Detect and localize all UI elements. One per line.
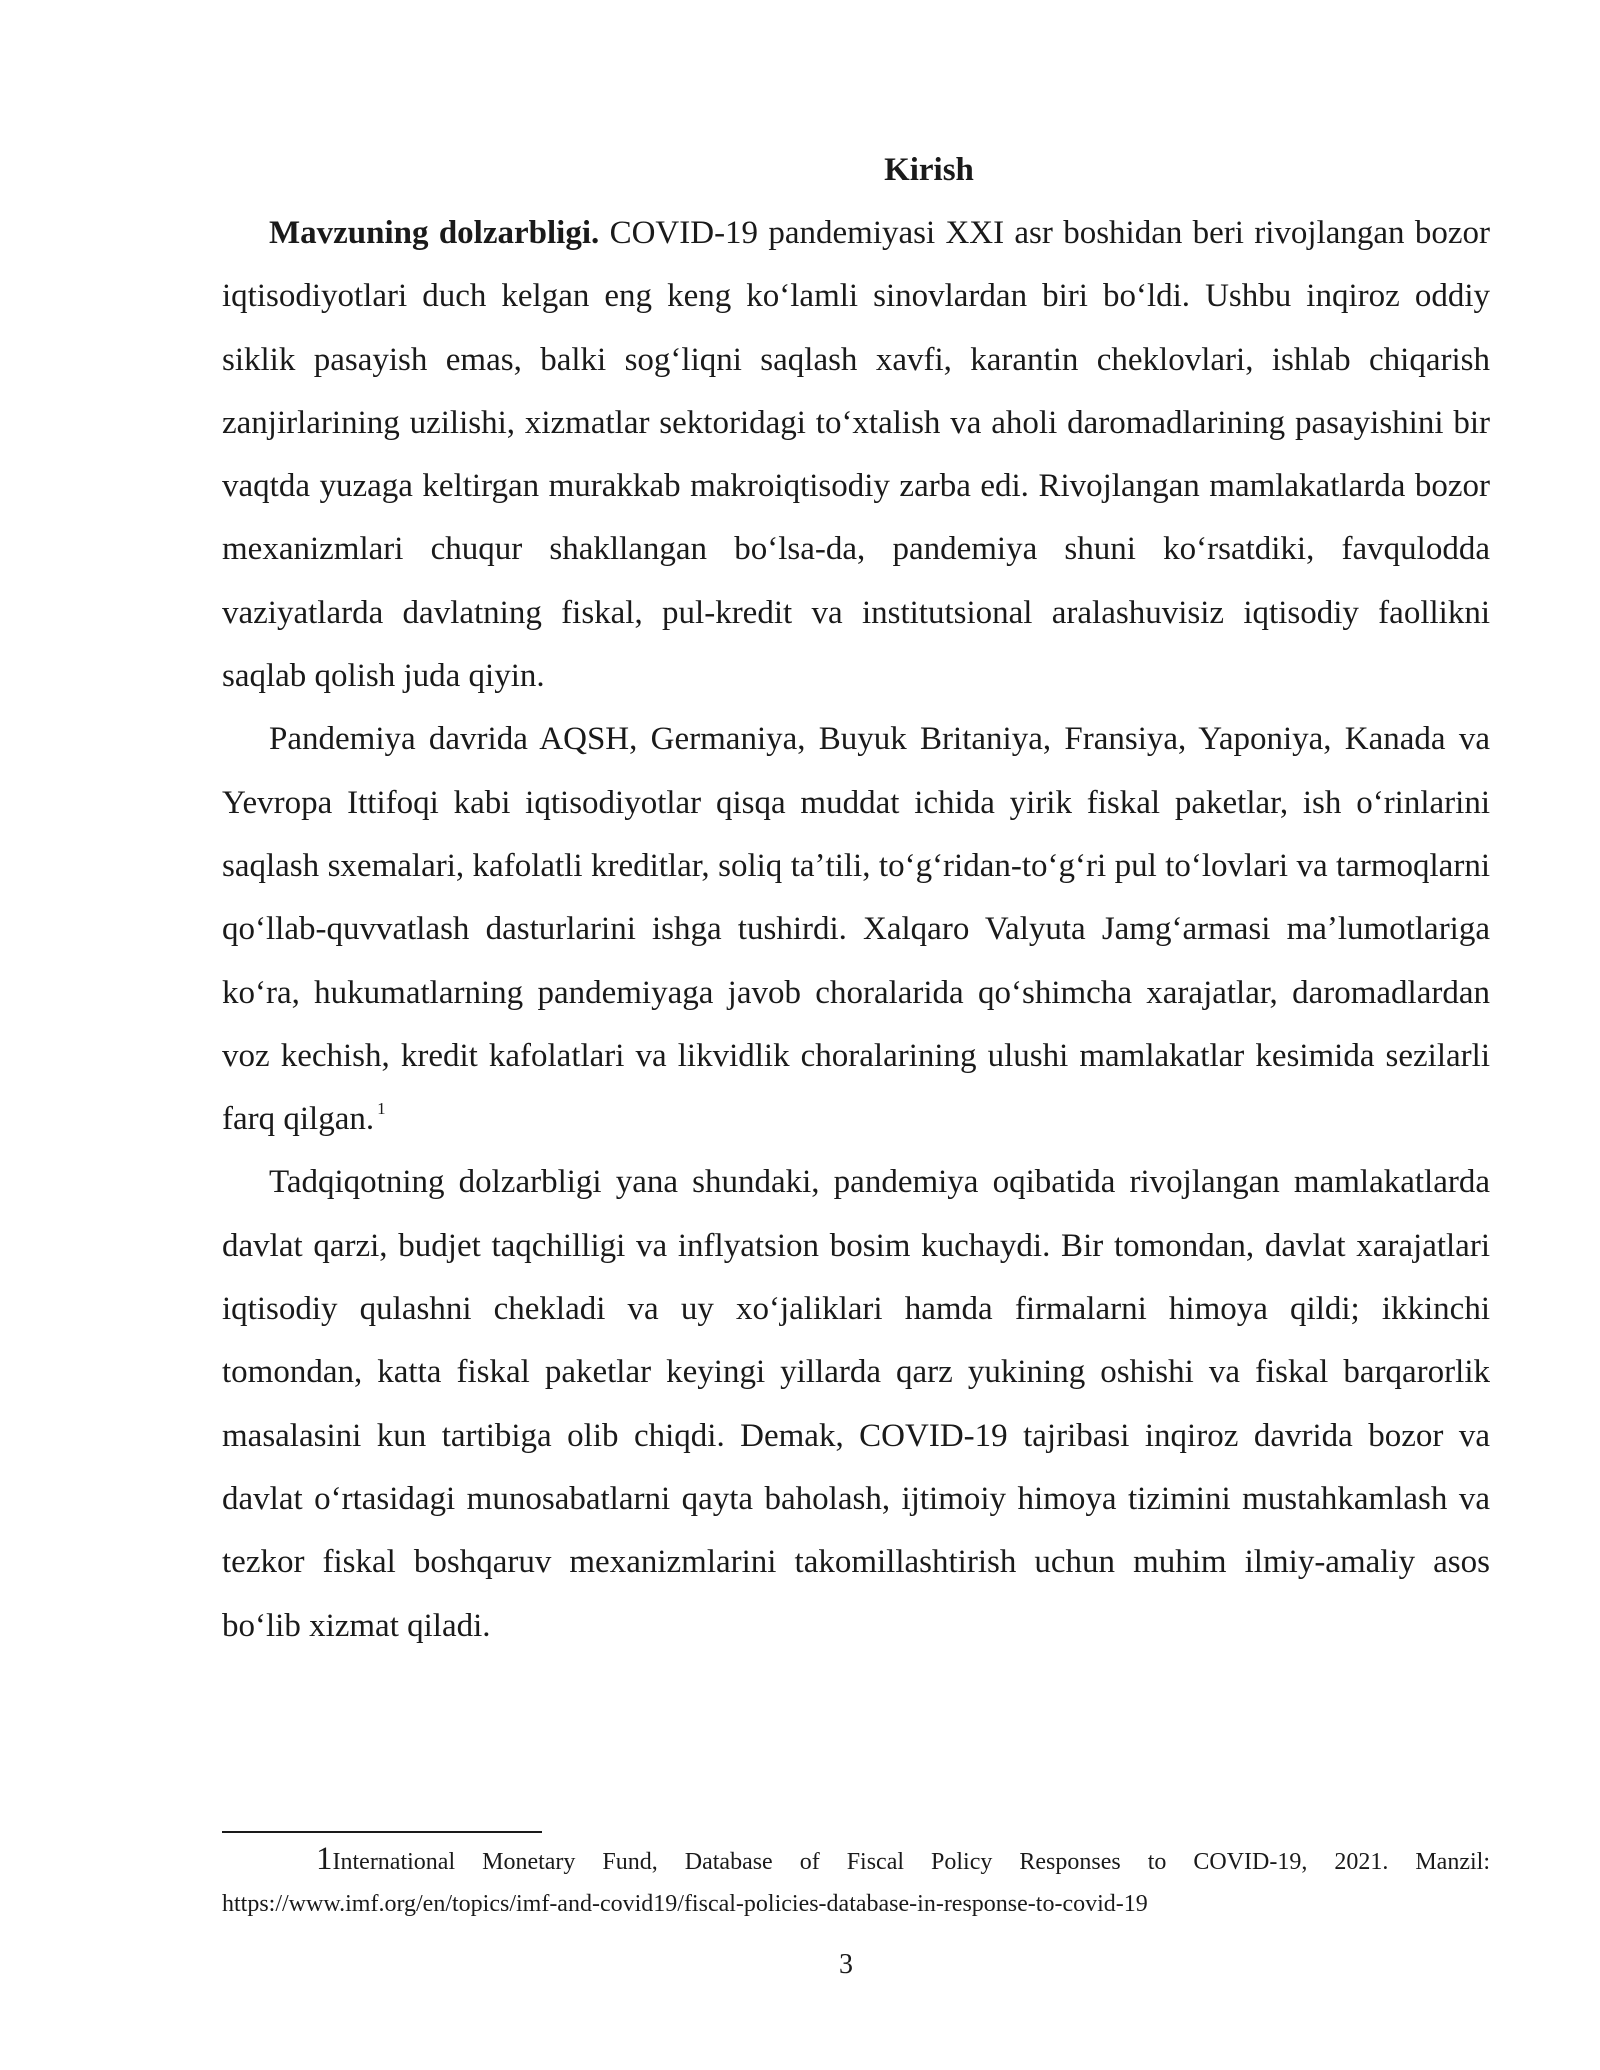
page-title: Kirish [884, 152, 974, 188]
paragraph-lead: Mavzuning dolzarbligi. [269, 215, 600, 251]
body-text [222, 138, 1490, 1658]
paragraph-research-relevance [222, 1151, 1490, 1657]
paragraph-relevance [222, 202, 1490, 708]
paragraph-text: COVID-19 pandemiyasi XXI asr boshidan beri rivojlangan bozor iqtisodiyotlari duch kelgan eng keng koʻlamli sinovlardan biri boʻldi. Ushbu inqiroz oddiy siklik pasayish emas, balki sogʻliqni saqlash xavfi, karantin cheklovlari, ishlab chiqarish zanjirlarining uzilishi, xizmatlar sektoridagi toʻxtalish va aholi daromadlarining pasayishini bir vaqtda yuzaga keltirgan murakkab makroiqtisodiy zarba edi. Rivojlangan mamlakatlarda bozor mexanizmlari chuqur shakllangan boʻlsa-da, pandemiya shuni koʻrsatdiki, favqulodda vaziyatlarda davlatning fiskal, pul-kredit va institutsional aralashuvisiz iqtisodiy faollikni saqlab qolish juda qiyin. [222, 215, 1491, 695]
footnote-number: 1 [316, 1841, 333, 1877]
footnote [222, 1838, 1490, 1925]
page-number: 3 [839, 1949, 853, 1980]
footnote-reference[interactable]: 1 [377, 1099, 386, 1119]
paragraph-pandemic-measures [222, 708, 1490, 1151]
footnote-separator [222, 1831, 542, 1833]
paragraph-text: Tadqiqotning dolzarbligi yana shundaki, pandemiya oqibatida rivojlangan mamlakatlarda davlat qarzi, budjet taqchilligi va inflyatsion bosim kuchaydi. Bir tomondan, davlat xarajatlari iqtisodiy qulashni chekladi va uy xoʻjaliklari hamda firmalarni himoya qildi; ikkinchi tomondan, katta fiskal paketlar keyingi yillarda qarz yukining oshishi va fiskal barqarorlik masalasini kun tartibiga olib chiqdi. Demak, COVID-19 tajribasi inqiroz davrida bozor va davlat oʻrtasidagi munosabatlarni qayta baholash, ijtimoiy himoya tizimini mustahkamlash va tezkor fiskal boshqaruv mexanizmlarini takomillashtirish uchun muhim ilmiy-amaliy asos boʻlib xizmat qiladi. [222, 1164, 1490, 1644]
paragraph-text: Pandemiya davrida AQSH, Germaniya, Buyuk Britaniya, Fransiya, Yaponiya, Kanada va Yevropa Ittifoqi kabi iqtisodiyotlar qisqa muddat ichida yirik fiskal paketlar, ish oʻrinlarini saqlash sxemalari, kafolatli kreditlar, soliq taʼtili, toʻgʻridan-toʻgʻri pul toʻlovlari va tarmoqlarni qoʻllab-quvvatlash dasturlarini ishga tushirdi. Xalqaro Valyuta Jamgʻarmasi maʼlumotlariga koʻra, hukumatlarning pandemiyaga javob choralarida qoʻshimcha xarajatlar, daromadlardan voz kechish, kredit kafolatlari va likvidlik choralarining ulushi mamlakatlar kesimida sezilarli farq qilgan. [222, 721, 1490, 1138]
footnote-text[interactable]: International Monetary Fund, Database of Fiscal Policy Responses to COVID-19, 2021. Manzil: https://www.imf.org/en/topics/imf-and-covid19/fiscal-policies-database-in-response-to-covid-19 [222, 1849, 1490, 1917]
